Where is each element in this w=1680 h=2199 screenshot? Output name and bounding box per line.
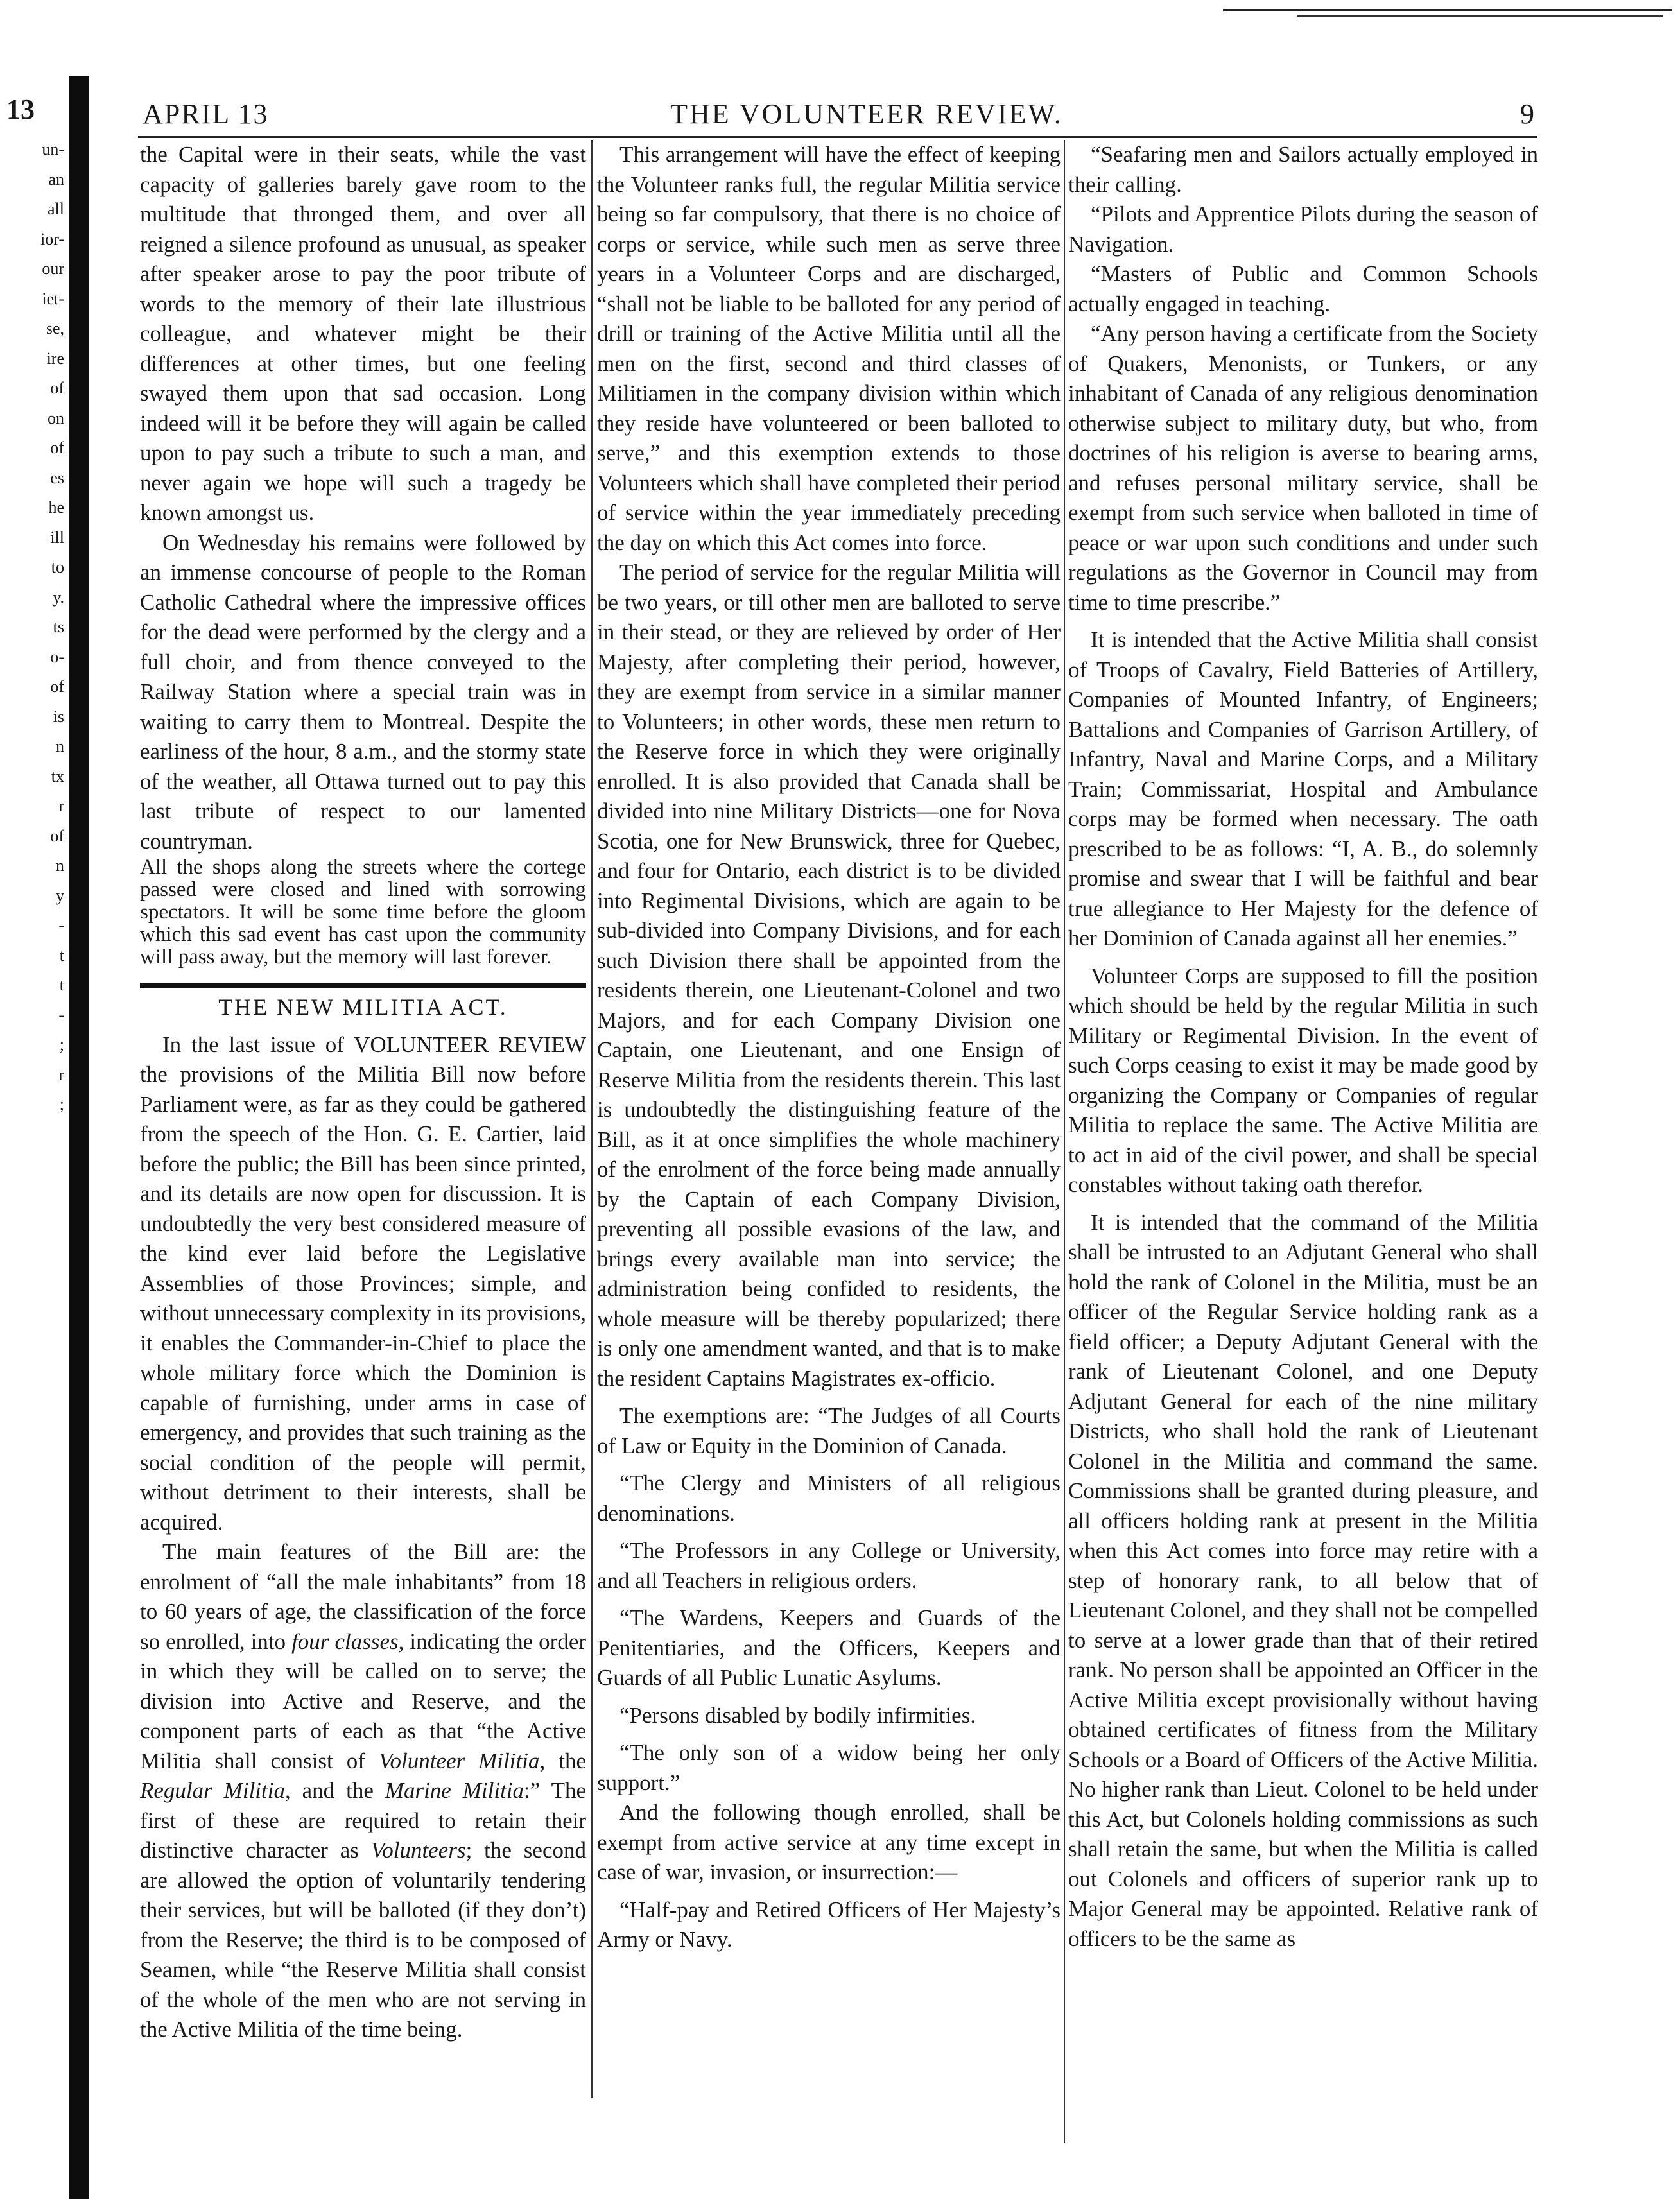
fragment: ts (53, 617, 64, 636)
text-run: The main features of the Bill are: the enrolment of “all the male inhabitants” from 18 to 60 years of age, the classification of the force so enrolled, into (140, 1539, 586, 1654)
fragment: n (56, 737, 64, 755)
fragment: t (59, 945, 64, 965)
paragraph: It is intended that the Active Militia shall consist of Troops of Cavalry, Field Batteries of Artillery, Companies of Mounted Infantry, of Engineers; Battalions and Companies of Garrison Artillery, of Infantry, Naval and Marine Corps, and a Military Train; Commissariat, Hospital and Ambulance corps may be formed when necessary. The oath prescribed to be as follows: “I, A. B., do solemnly promise and swear that I will be faithful and bear true allegiance to Her Majesty for the defence of her Dominion of Canada against all her enemies.” (1068, 627, 1538, 951)
italic-run: four classes (291, 1628, 399, 1654)
paragraph (140, 1537, 586, 2045)
fragment: ; (59, 1035, 64, 1054)
section-heading: THE NEW MILITIA ACT. (218, 994, 508, 1020)
fragment: r (58, 1065, 64, 1084)
italic-run: Volunteers (370, 1838, 466, 1863)
top-edge-rule (1223, 9, 1672, 11)
fragment: ior- (40, 229, 64, 248)
paragraph: It is intended that the command of the Militia shall be intrusted to an Adjutant General who shall hold the rank of Colonel in the Militia, must be an officer of the Regular Service holding rank as a field officer; a Deputy Adjutant General with the rank of Lieutenant Colonel, and one Deputy Adjutant General for each of the nine military Districts, who shall hold the rank of Lieutenant Colonel in the Militia and command the same. Commissions shall be granted during pleasure, and all officers holding rank at present in the Militia when this Act comes into force may retire with a step of honorary rank, to all below that of Lieutenant Colonel, and they shall not be compelled to serve at a lower grade than that of their retired rank. No person shall be appointed an Officer in the Active Militia except provisionally without having obtained certificates of fitness from the Military Schools or a Board of Officers of the Active Militia. No higher rank than Lieut. Colonel to be held under this Act, but Colonels holding commissions as such shall retain the same, but when the Militia is called out Colonels and officers of superior rank up to Major General may be appointed. Relative rank of officers to be the same as (1068, 1209, 1538, 1951)
column-divider (591, 140, 593, 2098)
fragment: our (42, 259, 64, 278)
paragraph: This arrangement will have the effect of keeping the Volunteer ranks full, the regular Militia service being so far compulsory, that there is no choice of corps or service, while such men as serve three years in a Volunteer Corps and are discharged, “shall not be liable to be balloted for any period of drill or training of the Active Militia until all the men on the first, second and third classes of Militiamen in the company division within which they reside have volunteered or been balloted to serve,” and this exemption extends to those Volunteers which shall have completed their period of service within the year immediately preceding the day on which this Act comes into force. (597, 142, 1061, 555)
fragment: of (50, 826, 64, 845)
column-divider (1064, 140, 1065, 2143)
paragraph: All the shops along the streets where the cortege passed were closed and lined with sorrowing spectators. It will be some time before the gloom which this sad event has cast upon the community will pass away, but the memory will last forever. (140, 856, 586, 969)
paragraph: “Half-pay and Retired Officers of Her Majesty’s Army or Navy. (597, 1897, 1061, 1952)
italic-run: Volunteer Militia (378, 1748, 540, 1773)
fragment: ; (59, 1095, 64, 1114)
top-edge-rule-secondary (1297, 15, 1663, 17)
facing-page-number: 13 (6, 94, 35, 125)
fragment: se, (46, 319, 64, 338)
facing-page-fragments (0, 135, 64, 1120)
section-rule (140, 983, 586, 988)
fragment: on (48, 408, 64, 427)
header-date: APRIL 13 (143, 98, 269, 130)
paragraph: “Persons disabled by bodily infirmities. (619, 1702, 976, 1728)
fragment: r (58, 797, 64, 815)
fragment: y. (53, 587, 64, 607)
paragraph: “The Clergy and Ministers of all religious denominations. (597, 1470, 1061, 1526)
fragment: of (50, 677, 64, 696)
fragment: of (50, 379, 64, 397)
paragraph: In the last issue of VOLUNTEER REVIEW the provisions of the Militia Bill now before Parliament were, as far as they could be gathered from the speech of the Hon. G. E. Cartier, laid before the public; the Bill has been since printed, and its details are now open for discussion. It is undoubtedly the very best considered measure of the kind ever laid before the Legislative Assemblies of those Provinces; simple, and without unnecessary complexity in its provisions, it enables the Commander-in-Chief to place the whole military force which the Dominion is capable of furnishing, under arms in case of emergency, and provides that such training as the social condition of the people will permit, without detriment to their interests, shall be acquired. (140, 1031, 586, 1535)
binding-shadow (69, 76, 89, 2199)
fragment: is (53, 707, 64, 726)
paragraph: “The only son of a widow being her only support.” (597, 1740, 1061, 1795)
fragment: tx (51, 766, 64, 786)
header-rule (138, 136, 1537, 138)
paragraph: “The Professors in any College or University, and all Teachers in religious orders. (597, 1538, 1061, 1593)
fragment: o- (50, 647, 64, 666)
fragment: n (56, 856, 64, 875)
fragment: iet- (42, 289, 64, 308)
text-run: , the (539, 1748, 586, 1773)
paragraph: “Seafaring men and Sailors actually employed in their calling. (1068, 142, 1538, 197)
fragment: es (50, 468, 64, 487)
text-run: , and the (284, 1778, 385, 1803)
fragment: ire (46, 349, 64, 368)
fragment: he (48, 498, 64, 517)
fragment: - (58, 916, 64, 935)
column-3 (1068, 140, 1538, 1954)
fragment: un- (42, 140, 64, 159)
paragraph: The exemptions are: “The Judges of all Courts of Law or Equity in the Dominion of Canada. (597, 1403, 1061, 1458)
text-run: , indicating the order in which they will be called on to serve; the division into Active and Reserve, and the component parts of each as that “the Active Militia shall consist of (140, 1628, 587, 1773)
column-1 (140, 140, 586, 2045)
header-page-number: 9 (1520, 98, 1534, 130)
fragment: an (48, 169, 64, 189)
fragment: - (58, 1005, 64, 1024)
paragraph: On Wednesday his remains were followed by an immense concourse of people to the Roman Catholic Cathedral where the impressive offices for the dead were performed by the clergy and a full choir, and from thence conveyed to the Railway Station where a special train was in waiting to carry them to Montreal. Despite the earliness of the hour, 8 a.m., and the stormy state of the weather, all Ottawa turned out to pay this last tribute of respect to our lamented countryman. (140, 530, 586, 854)
paragraph: “Pilots and Apprentice Pilots during the season of Navigation. (1068, 202, 1538, 257)
paragraph: “The Wardens, Keepers and Guards of the Penitentiaries, and the Officers, Keepers and Guards of all Public Lunatic Asylums. (597, 1605, 1061, 1690)
italic-run: Regular Militia (140, 1778, 285, 1803)
paragraph: “Masters of Public and Common Schools actually engaged in teaching. (1068, 261, 1538, 316)
paragraph: The period of service for the regular Militia will be two years, or till other men are balloted to serve in their stead, or they are relieved by order of Her Majesty, after completing their period, however, they are exempt from service in a similar manner to Volunteers; in other words, these men return to the Reserve force in which they were originally enrolled. It is also provided that Canada shall be divided into nine Military Districts—one for Nova Scotia, one for New Brunswick, three for Quebec, and four for Ontario, each district is to be divided into Regimental Divisions, which are again to be sub-divided into Company Divisions, and for each such Division there shall be appointed from the residents therein, one Lieutenant-Colonel and two Majors, and for each Company Division one Captain, one Lieutenant, and one Ensign of Reserve Militia from the residents therein. This last is undoubtedly the distinguishing feature of the Bill, as it at once simplifies the whole machinery of the enrolment of the force being made annually by the Captain of each Company Division, preventing all possible evasions of the law, and brings every available man into service; the administration being confided to residents, the whole measure will be thereby popularized; there is only one amendment wanted, and that is to make the resident Captains Magistrates ex-officio. (597, 560, 1061, 1391)
paragraph: Volunteer Corps are supposed to fill the position which should be held by the regular Militia in such Military or Regimental Division. In the event of such Corps ceasing to exist it may be made good by organizing the Company or Companies of regular Militia to replace the same. The Active Militia are to act in aid of the civil power, and shall be special constables without taking oath therefor. (1068, 963, 1538, 1197)
fragment: t (59, 976, 64, 994)
header-title: THE VOLUNTEER REVIEW. (670, 98, 1063, 130)
text-run: :” The first of these are required to retain their distinctive character as (140, 1778, 587, 1863)
paragraph: “Any person having a certificate from the Society of Quakers, Menonists, or Tunkers, or any inhabitant of Canada of any religious denomination otherwise subject to military duty, but who, from doctrines of his religion is averse to bearing arms, and refuses personal military service, shall be exempt from such service when balloted in time of peace or war upon such conditions and under such regulations as the Governor in Council may from time to time prescribe.” (1068, 321, 1538, 615)
paragraph: the Capital were in their seats, while the vast capacity of galleries barely gave room to the multitude that thronged them, and over all reigned a silence profound as unusual, as speaker after speaker arose to pay the poor tribute of words to the memory of their late illustrious colleague, and whatever might be their differences at other times, but one feeling swayed them upon that sad occasion. Long indeed will it be before they will again be called upon to pay such a tribute to such a man, and never again we hope will such a tragedy be known amongst us. (140, 142, 586, 525)
text-run: ; the second are allowed the option of voluntarily tendering their services, but will be balloted (if they don’t) from the Reserve; the third is to be composed of Seamen, while “the Reserve Militia shall consist of the whole of the men who are not serving in the Active Militia of the time being. (140, 1838, 586, 2042)
column-2 (597, 140, 1061, 1955)
fragment: all (48, 200, 64, 218)
fragment: to (51, 558, 64, 576)
fragment: of (50, 438, 64, 457)
italic-run: Marine Militia (385, 1778, 524, 1803)
fragment: y (56, 886, 64, 905)
fragment: ill (50, 528, 64, 547)
paragraph: And the following though enrolled, shall be exempt from active service at any time except in case of war, invasion, or insurrection:— (597, 1800, 1061, 1884)
